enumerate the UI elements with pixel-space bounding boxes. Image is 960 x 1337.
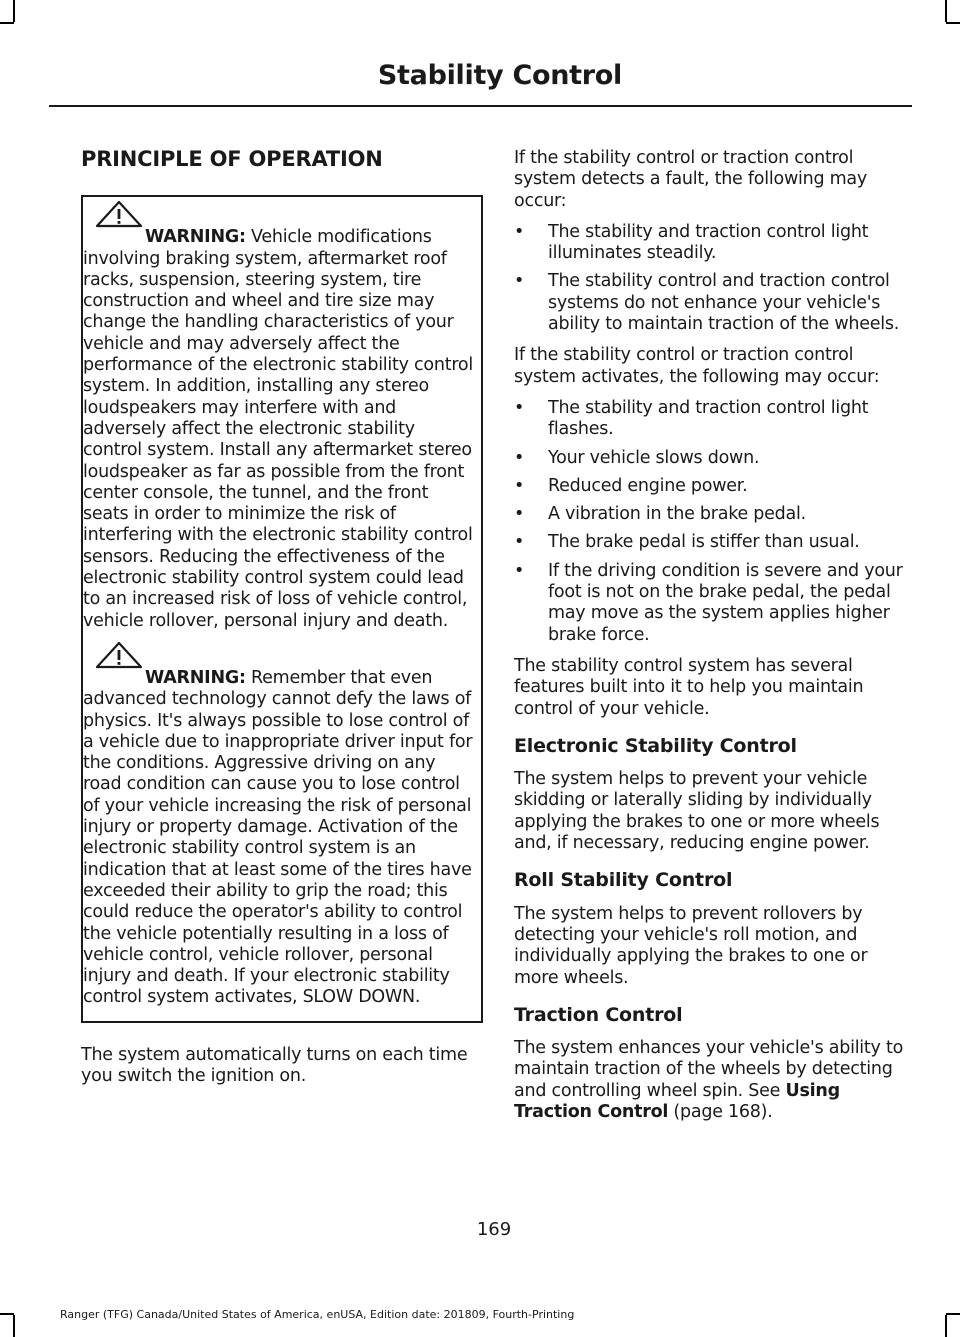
body-paragraph: The system helps to prevent your vehicle skidding or laterally sliding by individually applying the brakes to one or more wheels and, if necessary, reducing engine power. <box>514 769 880 854</box>
crop-mark <box>946 22 960 24</box>
header-rule <box>49 105 912 107</box>
warning-label: WARNING: <box>145 227 246 248</box>
bullet: • <box>514 221 525 242</box>
warning-paragraph <box>83 668 473 1009</box>
crop-mark <box>13 0 15 22</box>
crop-mark <box>945 1315 947 1337</box>
crop-mark <box>946 1313 960 1315</box>
bullet: • <box>514 560 525 581</box>
body-paragraph: The system helps to prevent rollovers by detecting your vehicle's roll motion, and individually applying the brakes to one or more wheels. <box>514 903 868 988</box>
bullet: • <box>514 271 525 292</box>
warning-triangle-icon <box>95 641 143 669</box>
list-item: • If the driving condition is severe and your foot is not on the brake pedal, the pedal may move as the system applies higher brake force. <box>514 560 903 645</box>
body-paragraph: If the stability control or traction control system activates, the following may occur: <box>514 345 880 387</box>
body-paragraph: The stability control system has several features built into it to help you maintain control of your vehicle. <box>514 655 864 719</box>
body-paragraph: The system enhances your vehicle's ability to maintain traction of the wheels by detecting and controlling wheel spin. See Using Traction Control (page 168). <box>514 1038 904 1122</box>
subsection-heading: Electronic Stability Control <box>514 734 797 757</box>
page-reference: (page 168). <box>668 1101 773 1122</box>
bullet: • <box>514 397 525 418</box>
footer-edition: Ranger (TFG) Canada/United States of America, enUSA, Edition date: 201809, Fourth-Printing <box>60 1308 575 1321</box>
list-item: • The stability and traction control light flashes. <box>514 397 869 440</box>
body-paragraph: If the stability control or traction control system detects a fault, the following may occur: <box>514 148 868 211</box>
bullet: • <box>514 475 525 496</box>
cross-reference-link[interactable]: Using Traction Control <box>514 1080 840 1122</box>
list-item: • Reduced engine power. <box>514 475 748 496</box>
left-column <box>81 143 473 1097</box>
crop-mark <box>0 22 14 24</box>
crop-mark <box>13 1315 15 1337</box>
list-item: • The brake pedal is stiffer than usual. <box>514 532 860 553</box>
right-column <box>514 148 910 1133</box>
bullet: • <box>514 532 525 553</box>
warning-text: Vehicle modifications involving braking system, aftermarket roof racks, suspension, steering system, tire construction and wheel and tire size may change the handling characteristics of your vehicle and may adversely affect the performance of the electronic stability control system. In addition, installing any stereo loudspeakers may interfere with and adversely affect the electronic stability control system. Install any aftermarket stereo loudspeaker as far as possible from the front center console, the tunnel, and the front seats in order to minimize the risk of interfering with the electronic stability control sensors. Reducing the effectiveness of the electronic stability control system could lead to an increased risk of loss of vehicle control, vehicle rollover, personal injury and death. <box>83 227 473 631</box>
bullet: • <box>514 504 525 525</box>
page-title: Stability Control <box>377 60 622 91</box>
body-paragraph: The system automatically turns on each time you switch the ignition on. <box>81 1044 468 1086</box>
warning-label: WARNING: <box>145 667 246 688</box>
activate-list <box>514 398 910 646</box>
list-item: • The stability control and traction control systems do not enhance your vehicle's ability to maintain traction of the wheels. <box>514 271 900 335</box>
crop-mark <box>0 1313 14 1315</box>
fault-list <box>514 222 910 335</box>
warning-triangle-icon <box>95 200 143 228</box>
warning-box <box>81 195 483 1022</box>
list-item: • A vibration in the brake pedal. <box>514 504 806 525</box>
subsection-heading: Roll Stability Control <box>514 869 733 892</box>
bullet: • <box>514 447 525 468</box>
subsection-heading: Traction Control <box>514 1003 683 1026</box>
warning-text: Remember that even advanced technology cannot defy the laws of physics. It's always possible to lose control of a vehicle due to inappropriate driver input for the conditions. Aggressive driving on any road condition can cause you to lose control of your vehicle increasing the risk of personal injury or property damage. Activation of the electronic stability control system is an indication that at least some of the tires have exceeded their ability to grip the road; this could reduce the operator's ability to control the vehicle potentially resulting in a loss of vehicle control, vehicle rollover, personal injury and death. If your electronic stability control system activates, SLOW DOWN. <box>83 667 473 1008</box>
warning-paragraph <box>83 227 473 632</box>
page-number: 169 <box>476 1219 512 1240</box>
list-item: • The stability and traction control light illuminates steadily. <box>514 221 869 264</box>
list-item: • Your vehicle slows down. <box>514 447 760 468</box>
crop-mark <box>945 0 947 22</box>
section-heading: PRINCIPLE OF OPERATION <box>81 147 383 171</box>
